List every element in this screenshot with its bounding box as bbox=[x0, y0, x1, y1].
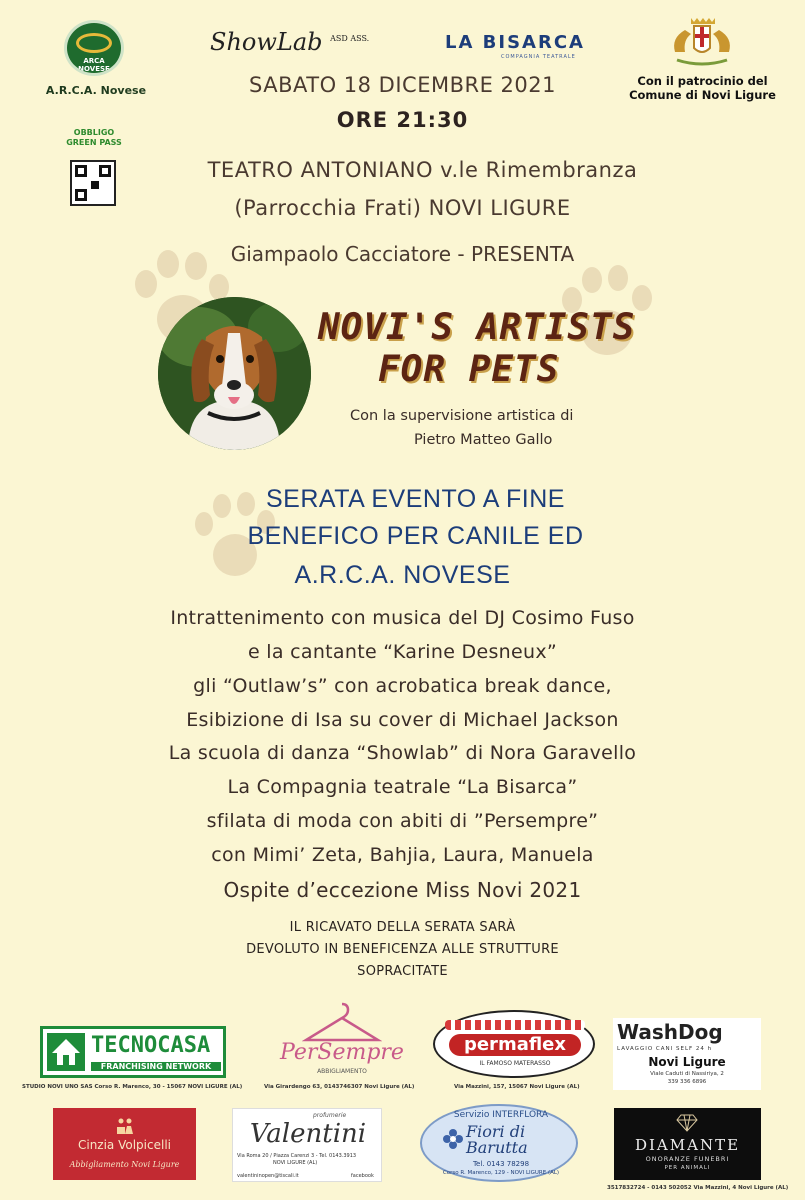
persempre-subtitle: ABBIGLIAMENTO bbox=[317, 1068, 367, 1075]
patronage-line-1: Con il patrocinio del bbox=[637, 74, 768, 88]
venue-line-1: TEATRO ANTONIANO v.le Rimembranza bbox=[207, 158, 638, 182]
program-item: gli “Outlaw’s” con acrobatica break dance, bbox=[193, 675, 612, 697]
permaflex-name: permaflex bbox=[449, 1034, 581, 1056]
program-item: Esibizione di Isa su cover di Michael Jackson bbox=[186, 709, 619, 731]
proceeds-note-line-2: DEVOLUTO IN BENEFICENZA ALLE STRUTTURE bbox=[246, 942, 559, 957]
valentini-name: Valentini bbox=[249, 1119, 367, 1149]
program-item: Intrattenimento con musica del DJ Cosimo Fuso bbox=[170, 607, 635, 629]
supervisor-name: Pietro Matteo Gallo bbox=[414, 432, 553, 448]
green-pass-line-2: GREEN PASS bbox=[66, 138, 122, 147]
washdog-city: Novi Ligure bbox=[648, 1055, 726, 1069]
showlab-logo bbox=[210, 28, 369, 56]
purpose-line-3: A.R.C.A. NOVESE bbox=[294, 561, 511, 589]
patronage-line-2: Comune di Novi Ligure bbox=[629, 88, 776, 102]
washdog-logo bbox=[613, 1018, 761, 1090]
program-item: sfilata di moda con abiti di ”Persempre” bbox=[206, 810, 599, 832]
tecnocasa-address: STUDIO NOVI UNO SAS Corso R. Marenco, 30 - 15067 NOVI LIGURE (AL) bbox=[22, 1084, 243, 1090]
fiori-di-barutta-logo bbox=[420, 1104, 578, 1182]
event-date: SABATO 18 DICEMBRE 2021 bbox=[249, 73, 556, 97]
program-item: La scuola di danza “Showlab” di Nora Garavello bbox=[168, 742, 637, 764]
novi-ligure-crest-icon bbox=[667, 12, 737, 70]
persempre-name: PerSempre bbox=[280, 1040, 404, 1065]
beagle-dog-photo bbox=[158, 297, 311, 450]
valentini-email: valentininopen@tiscali.it bbox=[237, 1173, 299, 1179]
program-item: La Compagnia teatrale “La Bisarca” bbox=[227, 776, 578, 798]
permaflex-subtitle: IL FAMOSO MATERASSO bbox=[479, 1060, 551, 1067]
washdog-phone: 339 336 6896 bbox=[667, 1079, 707, 1085]
persempre-logo bbox=[268, 1000, 416, 1080]
arca-logo-text: ARCA NOVESE bbox=[78, 57, 110, 73]
special-guest: Ospite d’eccezione Miss Novi 2021 bbox=[223, 878, 582, 902]
valentini-facebook: facebook bbox=[351, 1173, 374, 1179]
program-item: e la cantante “Karine Desneux” bbox=[247, 641, 558, 663]
diamante-name: DIAMANTE bbox=[634, 1136, 741, 1154]
fiori-interflora: Servizio INTERFLORA bbox=[453, 1110, 549, 1120]
bisarca-logo-subtitle: COMPAGNIA TEATRALE bbox=[501, 54, 576, 60]
program-item: con Mimi’ Zeta, Bahjia, Laura, Manuela bbox=[211, 844, 594, 866]
tecnocasa-logo bbox=[40, 1026, 226, 1078]
proceeds-note-line-3: SOPRACITATE bbox=[357, 964, 448, 979]
event-title-line-1: NOVI'S ARTISTS bbox=[318, 307, 636, 348]
purpose-line-1: SERATA EVENTO A FINE bbox=[266, 485, 565, 513]
permaflex-address: Via Mazzini, 157, 15067 Novi Ligure (AL) bbox=[454, 1084, 580, 1090]
permaflex-logo bbox=[433, 1010, 595, 1078]
diamante-subtitle: ONORANZE FUNEBRI bbox=[645, 1155, 730, 1163]
la-bisarca-logo bbox=[445, 32, 585, 60]
tecnocasa-name: TECNOCASA bbox=[91, 1033, 211, 1058]
arca-novese-logo bbox=[64, 20, 124, 76]
fiori-address: Corso R. Marenco, 129 - NOVI LIGURE (AL) bbox=[442, 1170, 560, 1176]
cinzia-volpicelli-logo bbox=[53, 1108, 196, 1180]
persempre-address: Via Girardengo 63, 0143746307 Novi Ligure (AL) bbox=[264, 1084, 415, 1090]
cinzia-name: Cinzia Volpicelli bbox=[77, 1138, 171, 1152]
arca-name: A.R.C.A. Novese bbox=[45, 84, 147, 97]
people-icon bbox=[116, 1118, 134, 1134]
valentini-city: NOVI LIGURE (AL) bbox=[273, 1160, 318, 1166]
valentini-address: Via Roma 20 / Piazza Carenzi 3 - Tel. 0143.3913 bbox=[237, 1153, 357, 1159]
event-title-line-2: FOR PETS bbox=[378, 349, 560, 390]
washdog-address: Viale Caduti di Nassiriya, 2 bbox=[650, 1071, 724, 1077]
bisarca-logo-text: LA BISARCA bbox=[445, 32, 585, 53]
proceeds-note-line-1: IL RICAVATO DELLA SERATA SARÀ bbox=[289, 920, 516, 935]
presenter: Giampaolo Cacciatore - PRESENTA bbox=[230, 242, 575, 266]
mattress-graphic bbox=[445, 1020, 585, 1030]
diamante-subtitle-2: PER ANIMALI bbox=[664, 1165, 711, 1171]
house-icon bbox=[47, 1033, 85, 1071]
valentini-logo bbox=[232, 1108, 382, 1182]
purpose-line-2: BENEFICO PER CANILE ED bbox=[247, 522, 584, 550]
flower-icon bbox=[442, 1128, 464, 1150]
valentini-prefix: profumerie bbox=[313, 1112, 347, 1119]
diamante-address: 3517832724 - 0143 502052 Via Mazzini, 4 Novi Ligure (AL) bbox=[607, 1185, 789, 1191]
showlab-logo-small: ASD ASS. bbox=[330, 34, 370, 43]
diamond-icon bbox=[676, 1114, 698, 1132]
diamante-logo bbox=[614, 1108, 761, 1180]
showlab-logo-text: ShowLab bbox=[210, 28, 323, 56]
washdog-subtitle: LAVAGGIO CANI SELF 24 h bbox=[617, 1046, 713, 1052]
fiori-name: Fiori di Barutta bbox=[466, 1122, 528, 1157]
tecnocasa-subtitle: FRANCHISING NETWORK bbox=[91, 1062, 221, 1071]
fiori-phone: Tel. 0143 78298 bbox=[472, 1160, 530, 1168]
cinzia-subtitle: Abbigliamento Novi Ligure bbox=[69, 1160, 180, 1169]
supervision-label: Con la supervisione artistica di bbox=[350, 408, 574, 424]
green-pass-line-1: OBBLIGO bbox=[73, 128, 115, 137]
event-time: ORE 21:30 bbox=[336, 108, 469, 132]
washdog-name: WashDog bbox=[617, 1020, 723, 1044]
venue-line-2: (Parrocchia Frati) NOVI LIGURE bbox=[234, 196, 571, 220]
